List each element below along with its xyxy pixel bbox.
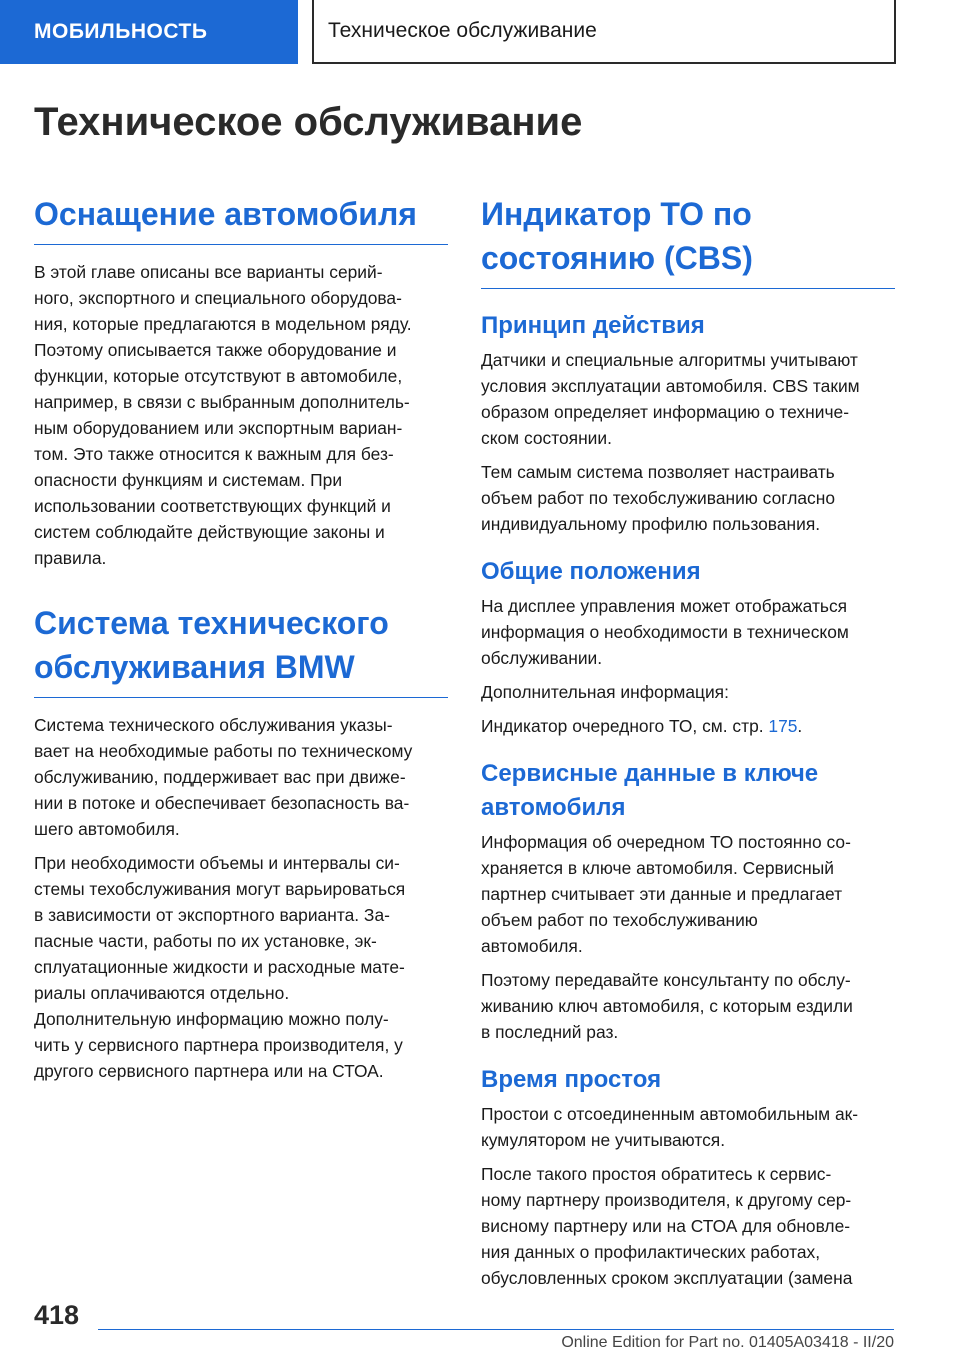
downtime-text-1: Простои с отсоединенным автомобильным ак- кумулятором не учитываются. [481,1104,859,1150]
service-data-text-2: Поэтому передавайте консультанту по обслу- живанию ключ автомобиля, с которым ездили в последний раз. [481,970,853,1042]
left-column [34,192,448,1084]
service-system-text-2: При необходимости объемы и интервалы си- стемы техобслуживания могут варьироваться в зависимости от экспортного варианта. За- пасные части, работы по их установке, эк- сплуатационные жидкости и расходные мате- риалы оплачиваются отдельно. Дополнительную информацию можно полу- чить у сервисного партнера производителя, у другого сервисного партнера или на СТОА. [34,853,406,1081]
footer-edition: Online Edition for Part no. 01405A03418 - II/20 [561,1334,894,1351]
indicator-reference-end: . [797,716,803,736]
downtime-text-2: После такого простоя обратитесь к сервис- ному партнеру производителя, к другому сер- висному партнеру или на СТОА для обновле- ния данных о профилактических работах, обусловленных сроком эксплуатации (замена [481,1164,853,1288]
section-tab[interactable] [312,0,896,64]
section-tab-label: Техническое обслуживание [328,19,597,42]
heading-principle: Принцип действия [481,312,705,339]
right-column [481,192,895,1291]
chapter-tab[interactable] [0,0,298,64]
heading-general: Общие положения [481,558,701,585]
heading-vehicle-equipment: Оснащение автомобиля [34,192,448,245]
general-text-2: Дополнительная информация: [481,682,729,702]
general-text-3 [481,713,895,739]
footer-divider [98,1329,894,1330]
general-text-1: На дисплее управления может отображаться информация о необходимости в техническом обслуживании. [481,596,849,668]
service-system-text-1: Система технического обслуживания указы- вает на необходимые работы по техническому обслуживанию, поддерживает вас при движе- нии в потоке и обеспечивает безопасность ва- шего автомобиля. [34,715,413,839]
principle-text-1: Датчики и специальные алгоритмы учитывают условия эксплуатации автомобиля. CBS таким образом определяет информацию о техниче- ском состоянии. [481,350,860,448]
heading-cbs: Индикатор ТО по состоянию (CBS) [481,192,895,289]
heading-downtime: Время простоя [481,1066,662,1093]
indicator-reference-text: Индикатор очередного ТО, см. стр. [481,716,769,736]
page-reference-link[interactable]: 175 [768,716,798,736]
page-title: Техническое обслуживание [34,100,583,144]
page-number: 418 [34,1300,80,1330]
chapter-tab-label: МОБИЛЬНОСТЬ [34,20,208,43]
heading-bmw-service-system: Система технического обслуживания BMW [34,601,448,698]
principle-text-2: Тем самым система позволяет настраивать объем работ по техобслуживанию согласно индивидуальному профилю пользования. [481,462,835,534]
heading-service-data-key: Сервисные данные в ключе автомобиля [481,760,819,821]
vehicle-equipment-text: В этой главе описаны все варианты серий- ного, экспортного и специального оборудова- ния, которые предлагаются в модельном ряду. Поэтому описывается также оборудование и функции, которые отсутствуют в автомобиле, например, в связи с выбранным дополнитель- ным оборудованием или экспортным вариан- том. Это также относится к важным для без- опасности функциям и системам. При использовании соответствующих функций и систем соблюдайте действующие законы и правила. [34,262,412,568]
service-data-text-1: Информация об очередном ТО постоянно со- храняется в ключе автомобиля. Сервисный партнер считывает эти данные и предлагает объем работ по техобслуживанию автомобиля. [481,832,851,956]
